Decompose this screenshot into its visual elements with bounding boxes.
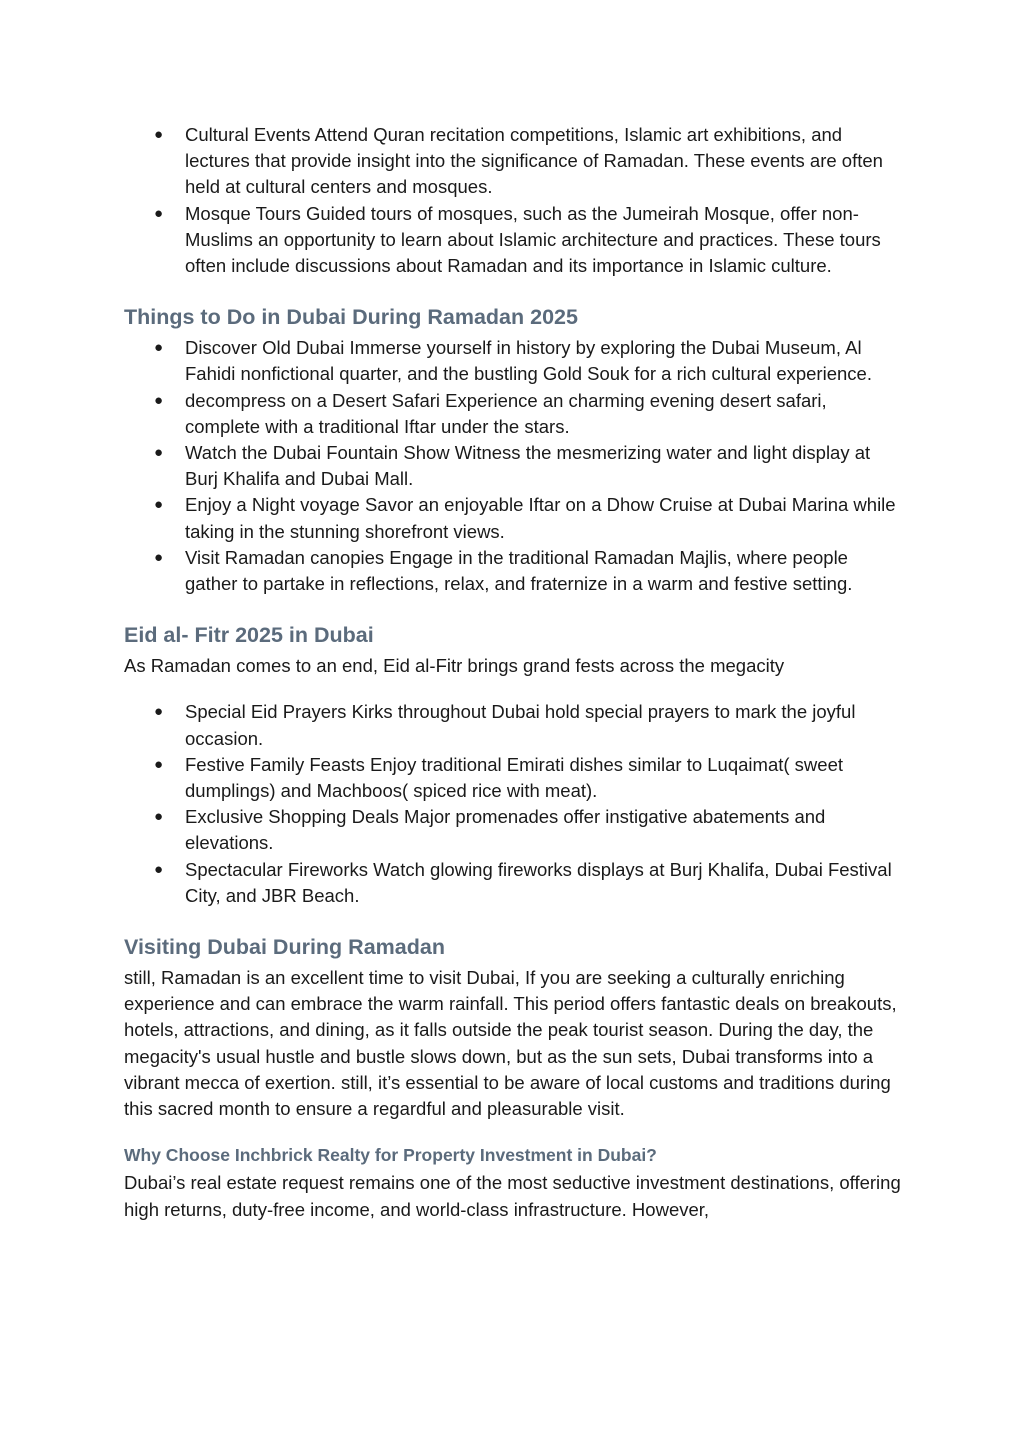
list-item-text: Enjoy a Night voyage Savor an enjoyable Iftar on a Dhow Cruise at Dubai Marina while taking in the stunning shorefront views.: [185, 494, 896, 542]
bullet-icon: ●: [154, 204, 164, 222]
list-item: [124, 201, 904, 280]
bullet-icon: ●: [154, 755, 164, 773]
things-to-do-list: [124, 335, 904, 597]
eid-intro: As Ramadan comes to an end, Eid al-Fitr brings grand fests across the megacity: [124, 655, 785, 677]
bullet-icon: ●: [154, 126, 164, 143]
list-item: [124, 857, 904, 909]
list-item-text: Festive Family Feasts Enjoy traditional Emirati dishes similar to Luqaimat( sweet dumplings) and Machboos( spiced rice with meat).: [185, 753, 844, 802]
list-item-text: Mosque Tours Guided tours of mosques, such as the Jumeirah Mosque, offer non-Muslims an opportunity to learn about Islamic architecture and practices. These tours often include discussions about Ramadan and its importance in Islamic culture.: [185, 202, 881, 277]
eid-list: [124, 699, 904, 909]
list-item: [124, 335, 904, 387]
list-item-text: Spectacular Fireworks Watch glowing fireworks displays at Burj Khalifa, Dubai Festival City, and JBR Beach.: [185, 858, 892, 906]
list-item: [124, 492, 904, 544]
eid-heading: Eid al- Fitr 2025 in Dubai: [124, 623, 374, 648]
things-to-do-heading: Things to Do in Dubai During Ramadan 2025: [124, 305, 578, 330]
visiting-paragraph: still, Ramadan is an excellent time to visit Dubai, If you are seeking a culturally enriching experience and can embrace the warm rainfall. This period offers fantastic deals on breakouts, hotels, attractions, and dining, as it falls outside the peak tourist season. During the day, the megacity's usual hustle and bustle slows down, but as the sun sets, Dubai transforms into a vibrant mecca of exertion. still, it’s essential to be aware of local customs and traditions during this sacred month to ensure a regardful and pleasurable visit.: [124, 967, 897, 1120]
list-item-text: decompress on a Desert Safari Experience an charming evening desert safari, complete with a traditional Iftar under the stars.: [185, 389, 827, 437]
bullet-icon: ●: [154, 860, 164, 878]
intro-list: [124, 122, 904, 279]
list-item: [124, 388, 904, 440]
visiting-heading: Visiting Dubai During Ramadan: [124, 935, 445, 960]
bullet-icon: ●: [154, 496, 164, 514]
inchbrick-heading: Why Choose Inchbrick Realty for Property Investment in Dubai?: [124, 1145, 657, 1166]
bullet-icon: ●: [154, 391, 164, 409]
list-item: [124, 804, 904, 856]
bullet-icon: ●: [154, 548, 164, 566]
bullet-icon: ●: [154, 703, 164, 721]
inchbrick-paragraph: Dubai’s real estate request remains one of the most seductive investment destinations, offering high returns, duty-free income, and world-class infrastructure. However,: [124, 1172, 901, 1220]
list-item: [124, 440, 904, 492]
list-item-text: Exclusive Shopping Deals Major promenades offer instigative abatements and elevations.: [185, 806, 826, 854]
list-item: [124, 545, 904, 597]
bullet-icon: ●: [154, 808, 164, 826]
list-item-text: Cultural Events Attend Quran recitation competitions, Islamic art exhibitions, and lectures that provide insight into the significance of Ramadan. These events are often held at cultural centers and mosques.: [185, 124, 883, 198]
list-item-text: Visit Ramadan canopies Engage in the traditional Ramadan Majlis, where people gather to partake in reflections, relax, and fraternize in a warm and festive setting.: [185, 546, 853, 595]
list-item: [124, 699, 904, 751]
list-item-text: Special Eid Prayers Kirks throughout Dubai hold special prayers to mark the joyful occasion.: [185, 701, 856, 749]
list-item: [124, 752, 904, 804]
list-item-text: Discover Old Dubai Immerse yourself in history by exploring the Dubai Museum, Al Fahidi nonfictional quarter, and the bustling Gold Souk for a rich cultural experience.: [185, 337, 872, 385]
bullet-icon: ●: [154, 339, 164, 357]
list-item: [124, 122, 904, 201]
list-item-text: Watch the Dubai Fountain Show Witness the mesmerizing water and light display at Burj Khalifa and Dubai Mall.: [185, 442, 871, 490]
bullet-icon: ●: [154, 444, 164, 462]
